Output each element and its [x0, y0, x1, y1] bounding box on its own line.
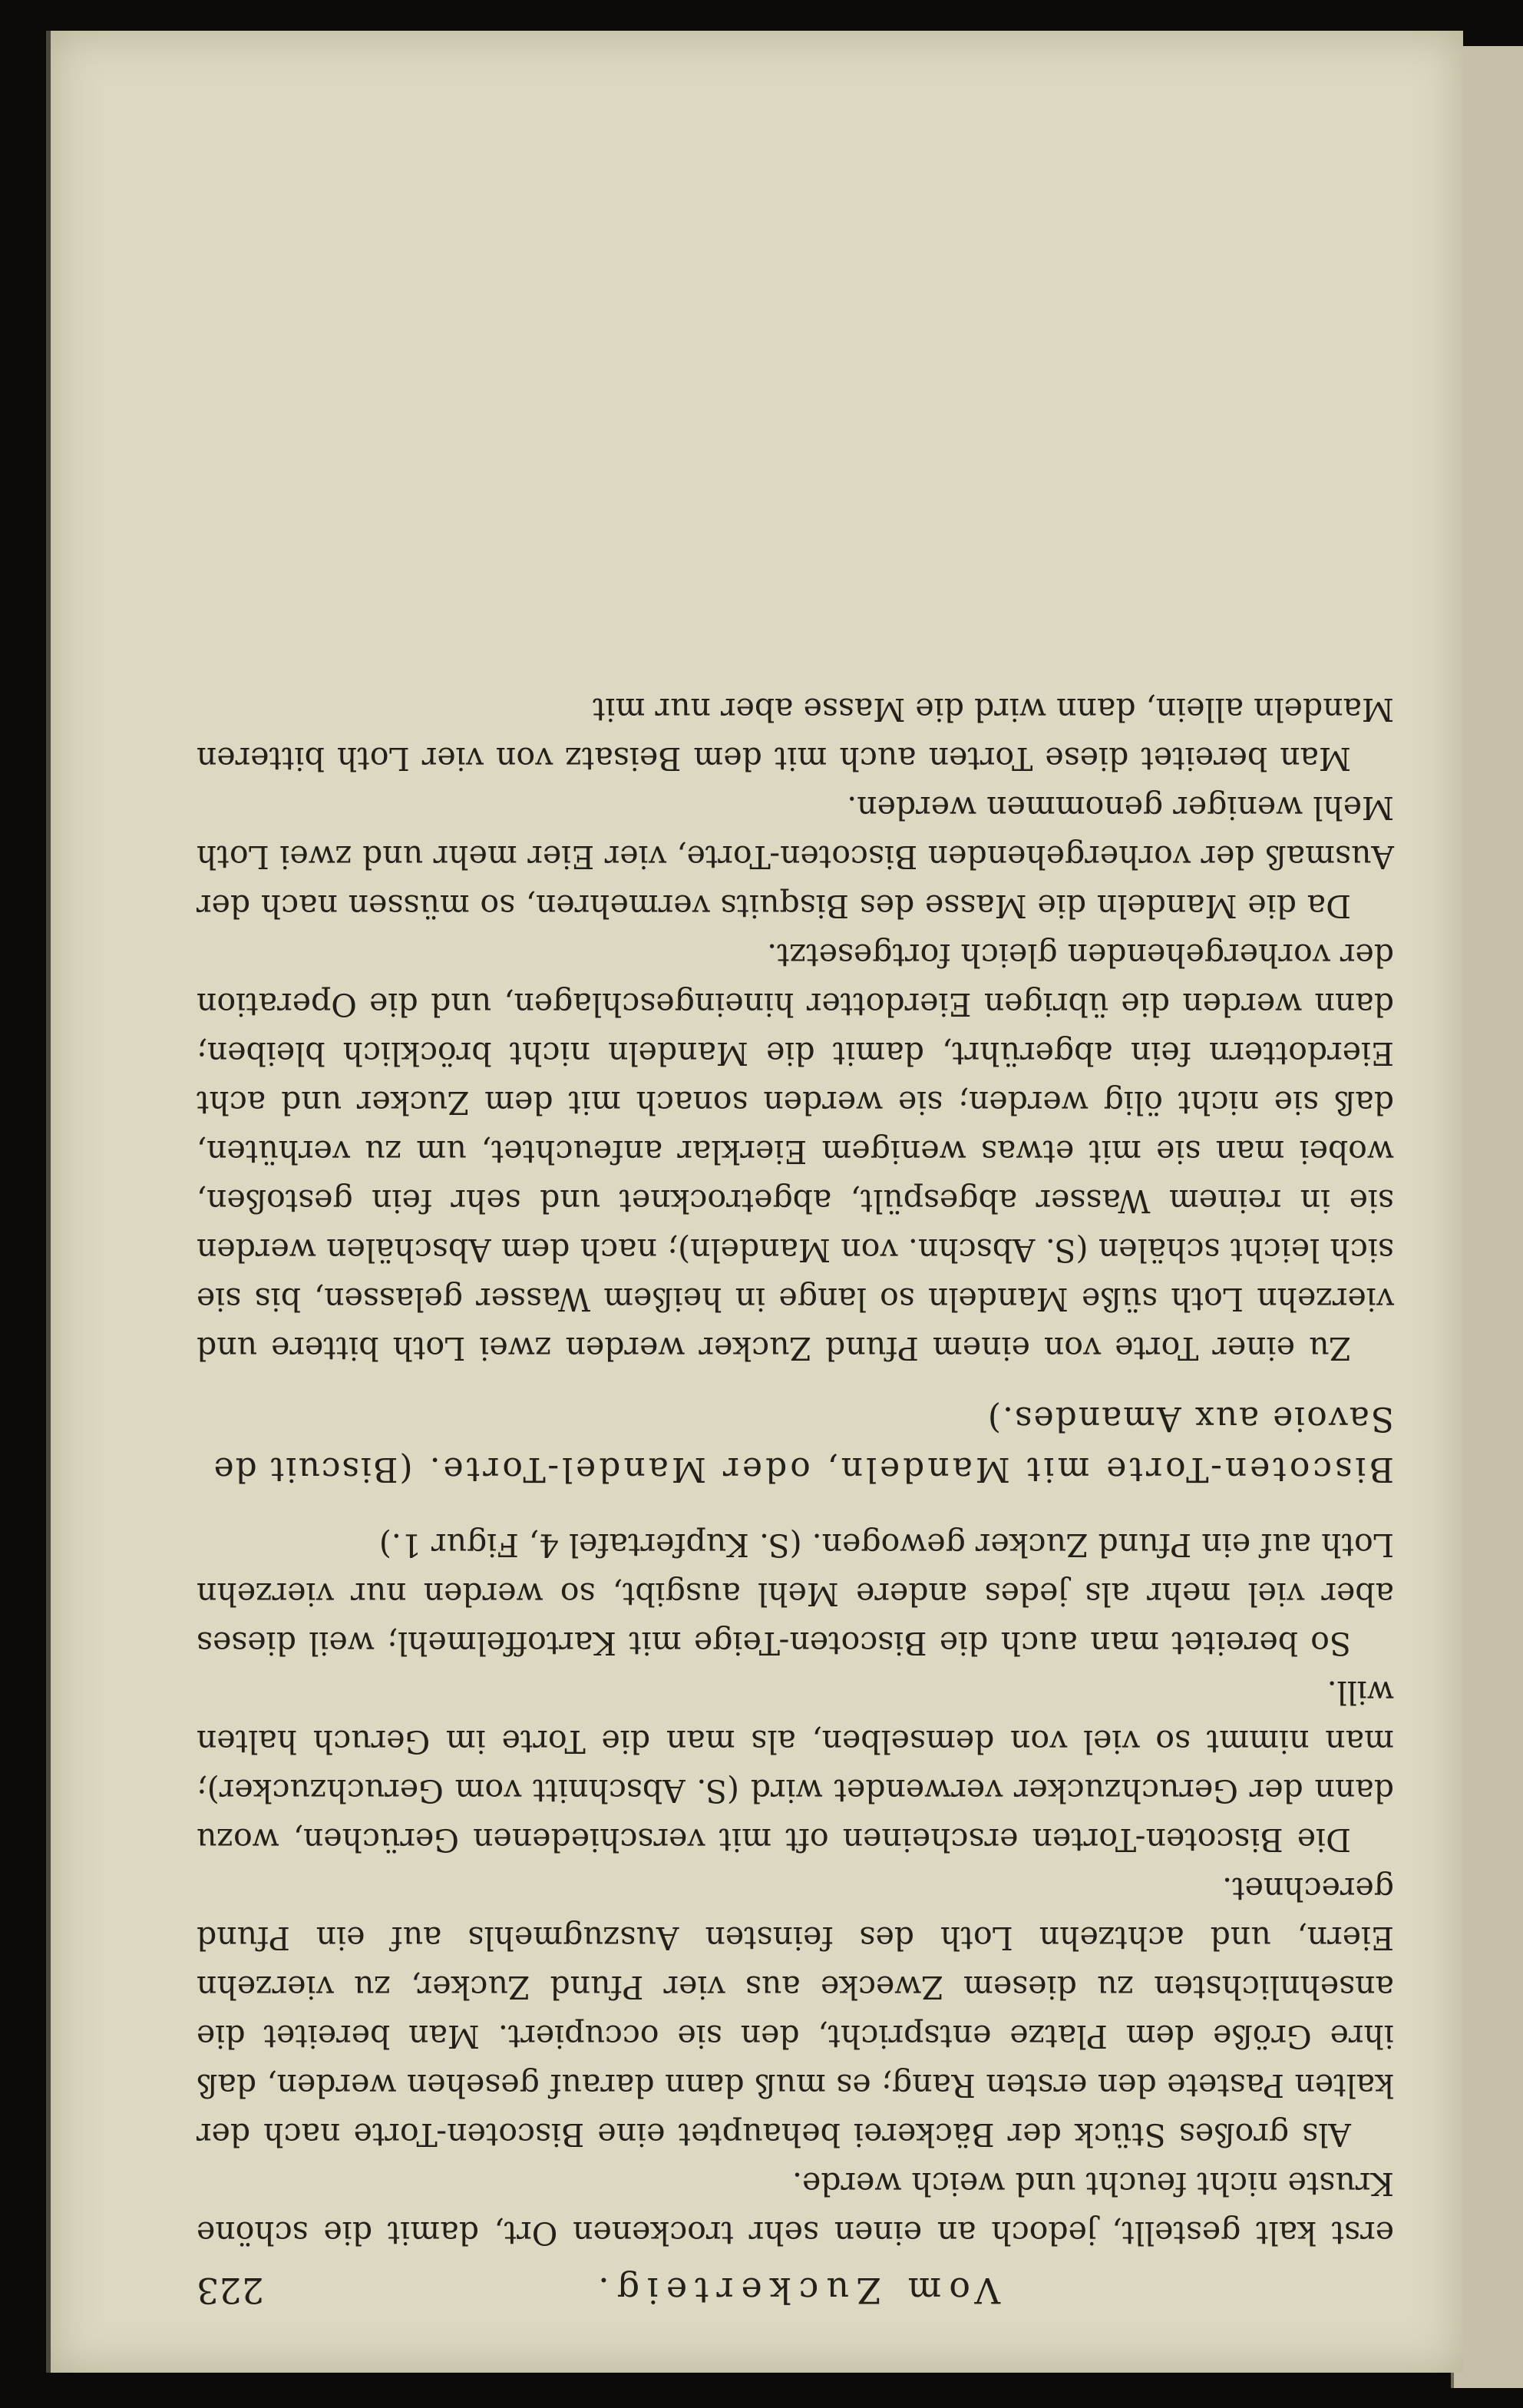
paragraph: Die Biscoten-Torten erscheinen oft mit verschiedenen Gerüchen, wozu dann der Geruchzucker verwendet wird (S. Abschnitt vom Geruchzucker); man nimmt so viel von demselben, als man die Torte im Geruch halten will.	[197, 1674, 1394, 1858]
paragraph: Zu einer Torte von einem Pfund Zucker werden zwei Loth bittere und vierzehn Loth süße Mandeln so lange in heißem Wasser gelassen, bis sie sich leicht schälen (S. Abschn. von Mandeln); nach dem Abschälen werden sie in reinem Wasser abgespült, abgetrocknet und sehr fein gestoßen, wobei man sie mit etwas wenigem Eierklar anfeuchtet, um zu verhüten, daß sie nicht ölig werden; sie werden sonach mit dem Zucker und acht Eierdottern fein abgerührt, damit die Mandeln nicht bröcklich bleiben; dann werden die übrigen Eierdotter hineingeschlagen, und die Operation der vorhergehenden gleich fortgesetzt.	[197, 937, 1394, 1367]
book-page	[46, 31, 1463, 2373]
page-number: 223	[197, 2270, 264, 2311]
paragraph: Man bereitet diese Torten auch mit dem Beisatz von vier Loth bitteren Mandeln allein, dann wird die Masse aber nur mit	[197, 691, 1394, 777]
page-content	[197, 146, 1394, 2311]
section-title: Biscoten-Torte mit Mandeln, oder Mandel-Torte.	[426, 1450, 1394, 1489]
paragraph: Als großes Stück der Bäckerei behauptet eine Biscoten-Torte nach der kalten Pastete den ersten Rang; es muß dann darauf gesehen werden, daß ihre Größe dem Platze entspricht, den sie occupiert. Man bereitet die ansehnlichsten zu diesem Zwecke aus vier Pfund Zucker, zu vierzehn Eiern, und achtzehn Loth des feinsten Auszugmehls auf ein Pfund gerechnet.	[197, 1871, 1394, 2153]
paragraph: So bereitet man auch die Biscoten-Teige mit Kartoffelmehl; weil dieses aber viel mehr als jedes andere Mehl ausgibt, so werden nur vierzehn Loth auf ein Pfund Zucker gewogen. (S. Kupfertafel 4, Figur 1.)	[197, 1526, 1394, 1662]
section-subtitle: (Biscuit de Savoie aux Amandes.)	[212, 1399, 1394, 1489]
running-title: Vom Zuckerteig.	[590, 2270, 1000, 2311]
paragraph: Da die Mandeln die Masse des Bisquits vermehren, so müssen nach der Ausmaß der vorhergehenden Biscoten-Torte, vier Eier mehr und zwei Loth Mehl weniger genommen werden.	[197, 789, 1394, 925]
paragraph-continuation: erst kalt gestellt, jedoch an einen sehr trockenen Ort, damit die schöne Kruste nicht feucht und weich werde.	[197, 2165, 1394, 2251]
section-heading	[197, 1393, 1394, 1494]
page-header	[197, 2258, 1394, 2311]
